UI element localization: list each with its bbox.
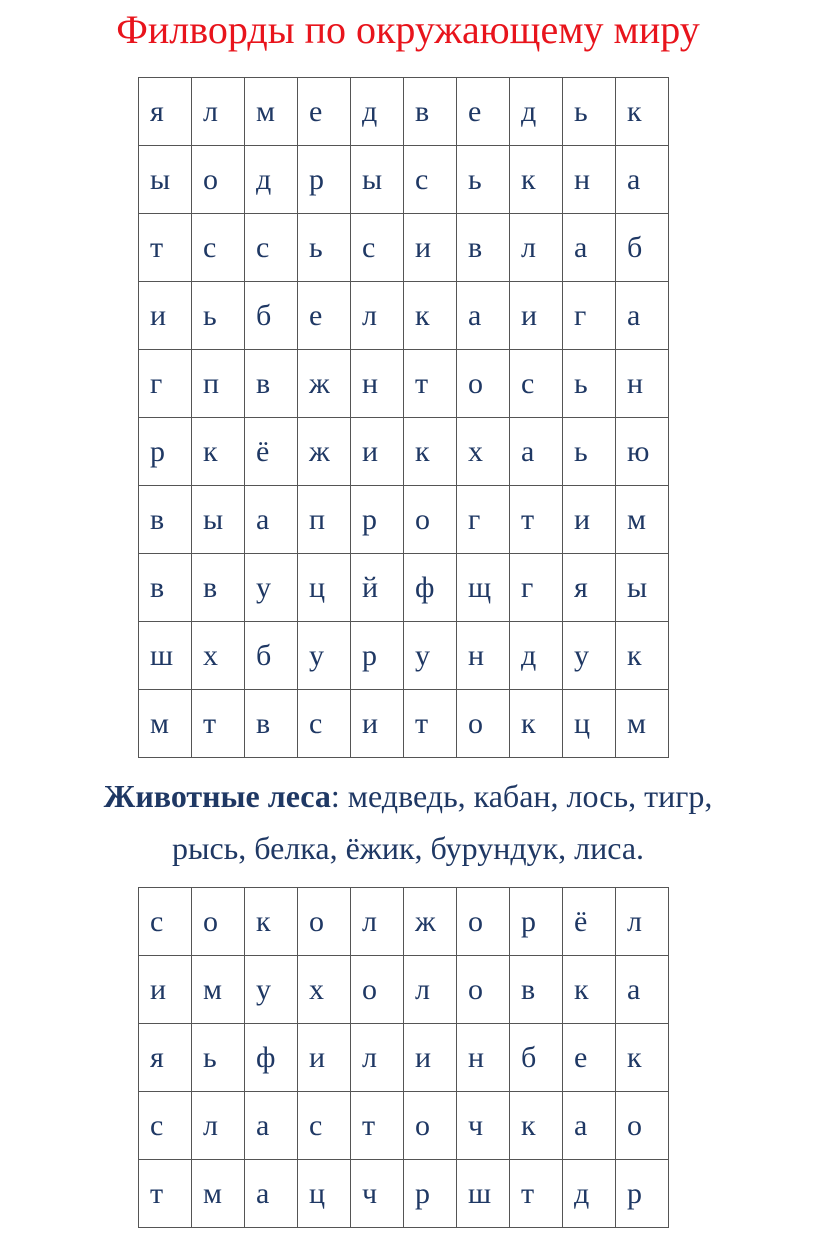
grid-cell: р [351,622,404,690]
grid-cell: ь [457,146,510,214]
grid-cell: о [457,888,510,956]
grid-cell: и [298,1024,351,1092]
word-search-grid-birds [138,887,669,1228]
grid-cell: к [510,1092,563,1160]
grid-cell: т [351,1092,404,1160]
grid-cell: х [457,418,510,486]
grid-cell: ю [616,418,669,486]
grid-cell: е [563,1024,616,1092]
grid-cell: у [245,956,298,1024]
grid-cell: ч [351,1160,404,1228]
grid-cell: б [245,282,298,350]
grid-cell: у [298,622,351,690]
grid-cell: а [245,486,298,554]
grid-cell: т [510,1160,563,1228]
grid-cell: ж [404,888,457,956]
grid-cell: в [510,956,563,1024]
grid-cell: с [298,1092,351,1160]
grid-cell: ь [298,214,351,282]
grid-cell: л [616,888,669,956]
grid-cell: а [457,282,510,350]
grid-cell: д [563,1160,616,1228]
word-list-caption-line2: рысь, белка, ёжик, бурундук, лиса. [171,830,645,866]
grid-cell: б [245,622,298,690]
grid-cell: в [457,214,510,282]
grid-cell: о [351,956,404,1024]
grid-cell: р [616,1160,669,1228]
grid-cell: к [616,1024,669,1092]
grid-cell: т [192,690,245,758]
grid-row [139,486,669,554]
grid-cell: н [457,1024,510,1092]
grid-cell: а [245,1160,298,1228]
grid-cell: п [192,350,245,418]
grid-cell: к [245,888,298,956]
grid-cell: с [245,214,298,282]
grid-cell: р [510,888,563,956]
grid-cell: ч [457,1092,510,1160]
grid-cell: т [139,1160,192,1228]
grid-cell: ш [139,622,192,690]
grid-cell: в [245,350,298,418]
grid-row [139,554,669,622]
grid-row [139,1092,669,1160]
grid-cell: ь [563,78,616,146]
grid-cell: д [510,78,563,146]
word-search-grid-forest-animals [138,77,669,758]
grid-cell: с [510,350,563,418]
grid-cell: ц [298,1160,351,1228]
grid-cell: щ [457,554,510,622]
grid-cell: ь [563,418,616,486]
grid-cell: ь [563,350,616,418]
grid-cell: а [510,418,563,486]
grid-row [139,214,669,282]
grid-cell: я [139,78,192,146]
grid-cell: л [510,214,563,282]
grid-cell: у [404,622,457,690]
grid-cell: л [351,888,404,956]
grid-cell: и [404,1024,457,1092]
grid-row [139,350,669,418]
grid-cell: а [563,214,616,282]
grid-cell: м [616,486,669,554]
grid-cell: ы [139,146,192,214]
grid-cell: б [616,214,669,282]
grid-cell: о [404,486,457,554]
grid-cell: а [245,1092,298,1160]
grid-cell: о [457,350,510,418]
grid-cell: ё [563,888,616,956]
grid-row [139,622,669,690]
grid-cell: ы [192,486,245,554]
grid-cell: й [351,554,404,622]
word-list-category-label: Животные леса [103,778,331,814]
grid-cell: и [563,486,616,554]
grid-cell: я [139,1024,192,1092]
grid-cell: о [192,888,245,956]
grid-cell: о [404,1092,457,1160]
grid-cell: н [351,350,404,418]
grid-cell: к [510,146,563,214]
grid-cell: м [245,78,298,146]
grid-row [139,282,669,350]
grid-cell: п [298,486,351,554]
grid-cell: с [139,888,192,956]
grid-cell: с [404,146,457,214]
grid-cell: о [457,690,510,758]
grid-cell: е [298,78,351,146]
grid-cell: е [457,78,510,146]
word-list-caption-line1 [0,770,816,822]
grid-cell: к [616,78,669,146]
grid-cell: с [192,214,245,282]
grid-cell: у [563,622,616,690]
grid-cell: с [351,214,404,282]
grid-cell: ф [245,1024,298,1092]
grid-cell: б [510,1024,563,1092]
grid-cell: а [616,146,669,214]
grid-cell: г [457,486,510,554]
grid-cell: и [351,690,404,758]
grid-cell: ж [298,418,351,486]
grid-cell: х [298,956,351,1024]
grid-cell: р [298,146,351,214]
grid-cell: ы [616,554,669,622]
grid-cell: р [404,1160,457,1228]
grid-cell: а [563,1092,616,1160]
grid-cell: м [192,956,245,1024]
grid-cell: о [298,888,351,956]
grid-cell: о [616,1092,669,1160]
grid-cell: м [616,690,669,758]
grid-cell: ь [192,282,245,350]
grid-cell: г [139,350,192,418]
grid-cell: т [404,690,457,758]
grid-cell: ц [563,690,616,758]
grid-cell: и [139,282,192,350]
grid-cell: я [563,554,616,622]
grid-cell: и [351,418,404,486]
word-list-words-part1: : медведь, кабан, лось, тигр, [330,778,713,814]
grid-cell: в [404,78,457,146]
grid-cell: л [404,956,457,1024]
grid-cell: у [245,554,298,622]
grid-cell: о [457,956,510,1024]
grid-cell: к [404,418,457,486]
grid-row [139,888,669,956]
grid-cell: с [298,690,351,758]
grid-cell: о [192,146,245,214]
grid-cell: л [192,78,245,146]
grid-cell: и [139,956,192,1024]
grid-cell: т [404,350,457,418]
grid-cell: г [563,282,616,350]
grid-row [139,690,669,758]
grid-row [139,146,669,214]
grid-cell: ш [457,1160,510,1228]
grid-row [139,78,669,146]
grid-cell: ф [404,554,457,622]
grid-row [139,1024,669,1092]
grid-cell: к [404,282,457,350]
grid-cell: ы [351,146,404,214]
grid-cell: г [510,554,563,622]
grid-cell: л [192,1092,245,1160]
grid-cell: д [351,78,404,146]
grid-cell: в [139,554,192,622]
page-title: Филворды по окружающему миру [116,7,700,52]
grid-cell: м [192,1160,245,1228]
grid-cell: л [351,1024,404,1092]
grid-cell: ё [245,418,298,486]
grid-cell: а [616,282,669,350]
grid-cell: к [616,622,669,690]
grid-cell: т [510,486,563,554]
grid-row [139,1160,669,1228]
grid-cell: м [139,690,192,758]
grid-cell: ь [192,1024,245,1092]
grid-cell: в [245,690,298,758]
grid-cell: а [616,956,669,1024]
grid-cell: н [457,622,510,690]
grid-cell: к [192,418,245,486]
grid-cell: л [351,282,404,350]
grid-cell: в [192,554,245,622]
grid-cell: к [510,690,563,758]
grid-cell: х [192,622,245,690]
grid-cell: р [351,486,404,554]
grid-cell: в [139,486,192,554]
grid-cell: р [139,418,192,486]
grid-cell: д [245,146,298,214]
grid-cell: с [139,1092,192,1160]
grid-cell: д [510,622,563,690]
grid-cell: и [510,282,563,350]
grid-row [139,956,669,1024]
grid-cell: т [139,214,192,282]
grid-cell: н [563,146,616,214]
grid-row [139,418,669,486]
grid-cell: и [404,214,457,282]
grid-cell: к [563,956,616,1024]
grid-cell: ц [298,554,351,622]
grid-cell: ж [298,350,351,418]
grid-cell: е [298,282,351,350]
grid-cell: н [616,350,669,418]
